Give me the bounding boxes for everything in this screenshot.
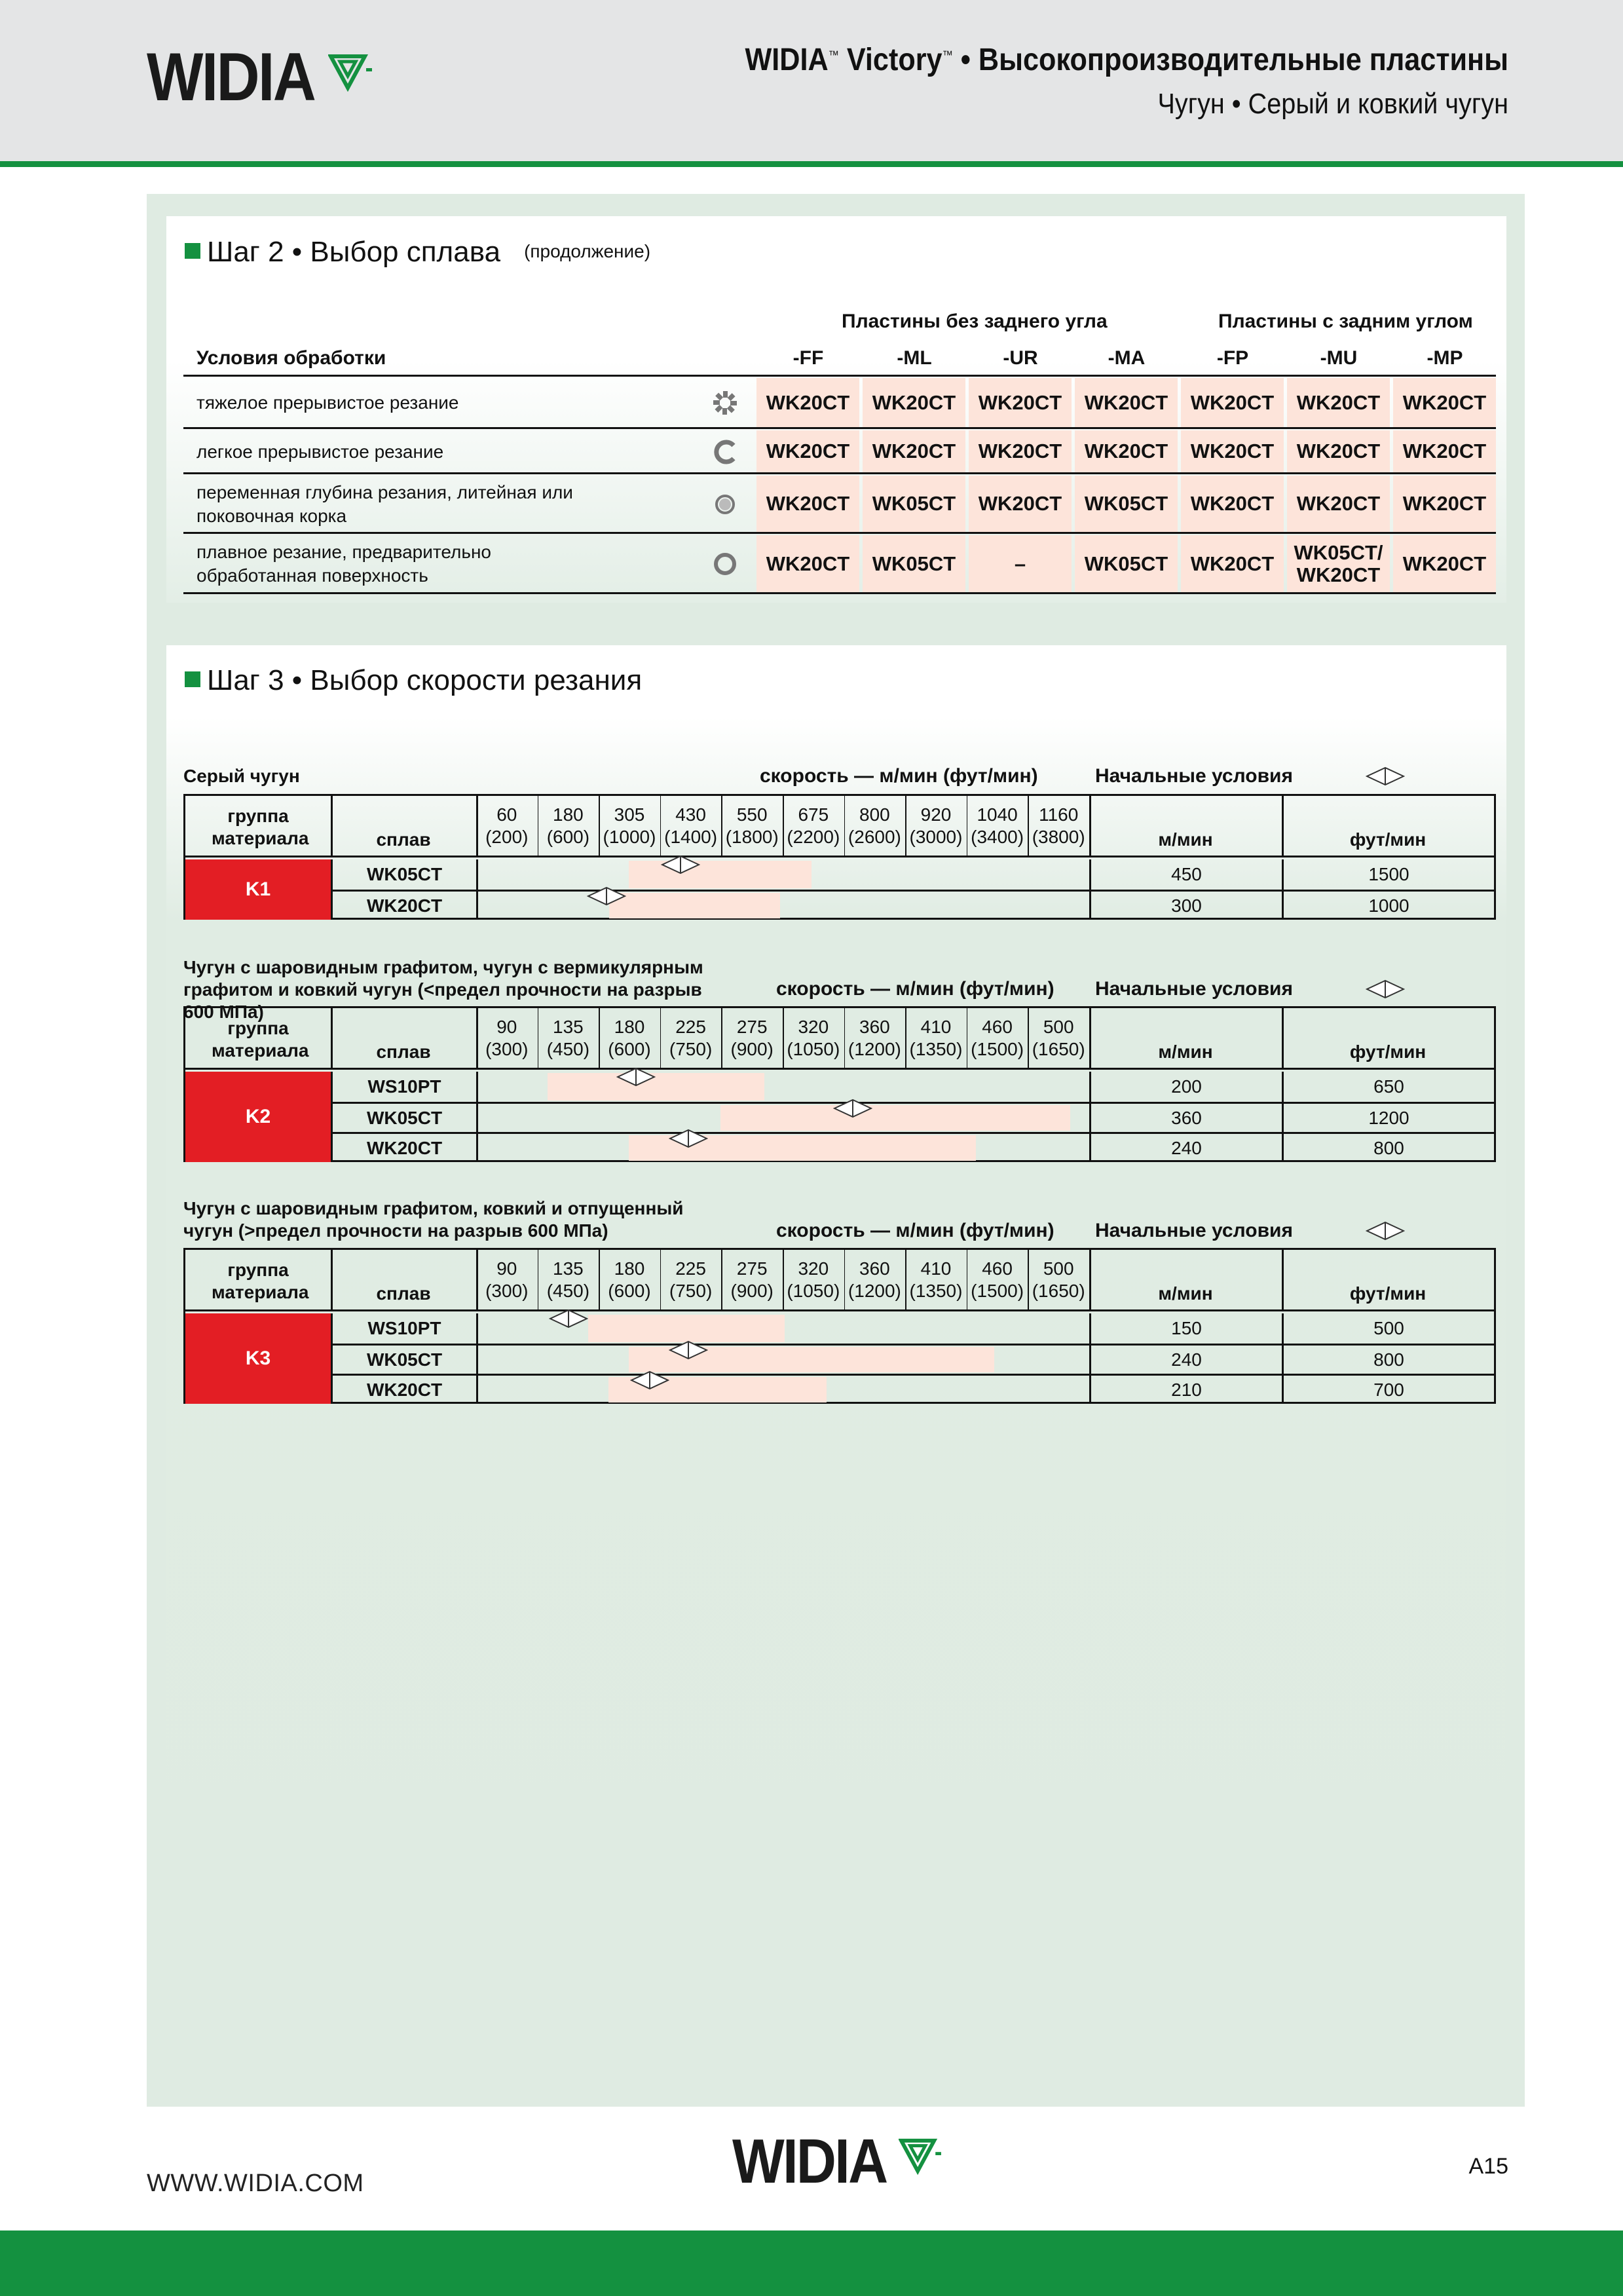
speed-tick <box>660 804 722 848</box>
speed-tick <box>844 1258 906 1302</box>
tick-ft-min: (1500) <box>971 1281 1024 1301</box>
tick-m-min: 225 <box>675 1017 706 1037</box>
tick-m-min: 90 <box>496 1017 517 1037</box>
insert-column-header: -ML <box>897 347 932 369</box>
speed-table <box>183 1248 1496 1404</box>
tick-ft-min: (1050) <box>787 1039 840 1059</box>
speed-tick <box>660 1016 722 1061</box>
alloy-name: WK05CT <box>366 864 443 884</box>
variable-depth-cut-icon <box>712 491 738 518</box>
condition-label: переменная глубина резания, литейная или поковочная корка <box>196 481 573 526</box>
speed-tick <box>844 804 906 848</box>
grade-cell: WK20CT <box>1393 378 1496 427</box>
tick-ft-min: (3400) <box>971 827 1024 847</box>
col-material-group: группа материала <box>212 1260 309 1302</box>
speed-tick <box>538 1016 599 1061</box>
column-divider <box>476 892 478 920</box>
speed-tick <box>967 1258 1028 1302</box>
header-title: WIDIA™ Victory™ • Высокопроизводительные пластины <box>745 43 1508 77</box>
grade-cell: WK05CT/ WK20CT <box>1287 535 1390 592</box>
col-alloy: сплав <box>376 829 431 850</box>
speed-tick <box>967 1016 1028 1061</box>
grade-cell: WK20CT <box>756 430 859 472</box>
start-m-min: 240 <box>1171 1137 1202 1158</box>
speed-range-bar <box>629 1135 976 1161</box>
tick-ft-min: (1050) <box>787 1281 840 1301</box>
col-m-min: м/мин <box>1158 1283 1213 1304</box>
tick-ft-min: (3000) <box>909 827 963 847</box>
tick-ft-min: (1400) <box>664 827 718 847</box>
tick-m-min: 180 <box>614 1258 645 1279</box>
tick-ft-min: (300) <box>485 1039 529 1059</box>
speed-caption: скорость — м/мин (фут/мин) <box>776 978 1054 1000</box>
tick-m-min: 90 <box>496 1258 517 1279</box>
col-material-group: группа материала <box>212 806 309 848</box>
section-marker-icon <box>185 243 200 259</box>
tick-m-min: 225 <box>675 1258 706 1279</box>
speed-tick <box>844 1016 906 1061</box>
grade-cell: WK20CT <box>756 378 859 427</box>
speed-table-header <box>185 1250 1494 1311</box>
tick-ft-min: (750) <box>669 1039 713 1059</box>
start-caption: Начальные условия <box>1095 1220 1293 1241</box>
grade-cell: WK20CT <box>756 535 859 592</box>
tick-ft-min: (1350) <box>909 1039 963 1059</box>
header-subtitle: Чугун • Серый и ковкий чугун <box>1157 88 1508 120</box>
tick-ft-min: (1200) <box>848 1039 901 1059</box>
widia-logo <box>147 39 374 115</box>
light-interrupted-cut-icon <box>712 439 738 465</box>
grade-cell: WK20CT <box>1393 430 1496 472</box>
grade-cell: WK20CT <box>1181 430 1284 472</box>
col-m-min: м/мин <box>1158 829 1213 850</box>
tick-m-min: 500 <box>1043 1017 1074 1037</box>
start-m-min: 360 <box>1171 1107 1202 1128</box>
column-divider <box>476 1346 478 1374</box>
start-point-legend-icon <box>1366 979 1405 1002</box>
tick-m-min: 675 <box>798 804 829 825</box>
speed-tick <box>905 804 967 848</box>
grade-cell: WK20CT <box>1287 430 1390 472</box>
tick-m-min: 360 <box>859 1017 890 1037</box>
speed-range-bar <box>629 1347 994 1372</box>
tick-ft-min: (1500) <box>971 1039 1024 1059</box>
start-ft-min: 1000 <box>1368 895 1409 916</box>
tick-m-min: 180 <box>614 1017 645 1037</box>
speed-tick <box>538 804 599 848</box>
alloy-name: WS10PT <box>367 1318 441 1338</box>
insert-column-header: -FF <box>793 347 824 369</box>
material-group-badge: K3 <box>185 1313 331 1404</box>
insert-column-header: -FP <box>1216 347 1249 369</box>
speed-table <box>183 794 1496 920</box>
alloy-name: WS10PT <box>367 1076 441 1097</box>
grade-cell: WK20CT <box>1287 378 1390 427</box>
start-caption: Начальные условия <box>1095 978 1293 1000</box>
grade-cell: WK20CT <box>863 430 965 472</box>
tick-m-min: 1040 <box>977 804 1018 825</box>
tick-m-min: 430 <box>675 804 706 825</box>
tick-m-min: 460 <box>982 1017 1013 1037</box>
tick-m-min: 1160 <box>1039 804 1079 825</box>
conditions-header: Условия обработки <box>196 347 386 369</box>
grade-cell: WK20CT <box>969 476 1072 532</box>
condition-label: легкое прерывистое резание <box>196 441 444 462</box>
section-marker-icon <box>185 671 200 687</box>
material-title: Чугун с шаровидным графитом, чугун с вермикулярным графитом и ковкий чугун (<предел прочности на разрыв 600 МПа) <box>183 957 703 1022</box>
start-m-min: 240 <box>1171 1349 1202 1370</box>
grade-cell: WK20CT <box>1287 476 1390 532</box>
tick-m-min: 275 <box>736 1017 768 1037</box>
grade-cell: WK05CT <box>1075 535 1178 592</box>
tick-ft-min: (600) <box>546 827 590 847</box>
tick-ft-min: (1200) <box>848 1281 901 1301</box>
footer-bar <box>0 2230 1623 2296</box>
group-no-clearance-header: Пластины без заднего угла <box>842 311 1108 332</box>
start-m-min: 200 <box>1171 1076 1202 1097</box>
tick-m-min: 60 <box>496 804 517 825</box>
website-link[interactable]: WWW.WIDIA.COM <box>147 2170 364 2197</box>
grade-cell: WK20CT <box>1181 378 1284 427</box>
speed-range-bar <box>608 1377 827 1402</box>
start-ft-min: 700 <box>1373 1379 1404 1400</box>
col-ft-min: фут/мин <box>1349 1283 1427 1304</box>
tick-ft-min: (600) <box>608 1281 651 1301</box>
speed-caption: скорость — м/мин (фут/мин) <box>776 1220 1054 1241</box>
widia-footer-logo <box>732 2126 943 2196</box>
alloy-row <box>331 1102 1494 1132</box>
insert-column-header: -UR <box>1003 347 1038 369</box>
grade-cell: – <box>969 535 1072 592</box>
col-alloy: сплав <box>376 1042 431 1062</box>
grade-cell: WK20CT <box>1075 378 1178 427</box>
tick-m-min: 275 <box>736 1258 768 1279</box>
grade-cell: WK20CT <box>969 430 1072 472</box>
column-divider <box>476 1134 478 1162</box>
tick-ft-min: (200) <box>485 827 529 847</box>
speed-tick <box>1028 804 1089 848</box>
tick-ft-min: (1800) <box>725 827 779 847</box>
alloy-row <box>331 1374 1494 1404</box>
header-rule <box>0 161 1623 167</box>
col-m-min: м/мин <box>1158 1042 1213 1062</box>
tick-m-min: 320 <box>798 1017 829 1037</box>
column-divider <box>476 1072 478 1102</box>
col-alloy: сплав <box>376 1283 431 1304</box>
condition-row <box>183 375 1496 427</box>
tick-m-min: 800 <box>859 804 890 825</box>
start-ft-min: 500 <box>1373 1318 1404 1338</box>
heavy-interrupted-cut-icon <box>712 390 738 416</box>
grade-cell: WK20CT <box>863 378 965 427</box>
tick-ft-min: (750) <box>669 1281 713 1301</box>
tick-m-min: 500 <box>1043 1258 1074 1279</box>
speed-tick <box>1028 1016 1089 1061</box>
tick-ft-min: (450) <box>546 1039 590 1059</box>
column-divider <box>476 1376 478 1404</box>
col-ft-min: фут/мин <box>1349 829 1427 850</box>
widia-triangle-icon <box>899 2137 943 2175</box>
tick-m-min: 360 <box>859 1258 890 1279</box>
speed-tick <box>599 1016 660 1061</box>
step2-title: Шаг 2 • Выбор сплава (продолжение) <box>185 236 650 269</box>
speed-tick <box>721 804 783 848</box>
condition-row <box>183 472 1496 532</box>
tick-ft-min: (450) <box>546 1281 590 1301</box>
logo-wordmark: WIDIA <box>147 39 315 115</box>
tick-m-min: 410 <box>920 1017 952 1037</box>
column-divider <box>476 1313 478 1344</box>
material-group-badge: K2 <box>185 1072 331 1162</box>
start-point-legend-icon <box>1366 1221 1405 1244</box>
tick-ft-min: (2600) <box>848 827 901 847</box>
speed-caption: скорость — м/мин (фут/мин) <box>760 765 1038 787</box>
tick-m-min: 305 <box>614 804 645 825</box>
tick-m-min: 320 <box>798 1258 829 1279</box>
tick-ft-min: (300) <box>485 1281 529 1301</box>
tick-m-min: 460 <box>982 1258 1013 1279</box>
speed-tick <box>1028 1258 1089 1302</box>
speed-table-header <box>185 796 1494 857</box>
tick-m-min: 550 <box>736 804 768 825</box>
insert-column-header: -MU <box>1320 347 1358 369</box>
smooth-cut-icon <box>712 551 738 577</box>
material-title: Чугун с шаровидным графитом, ковкий и отпущенный чугун (>предел прочности на разрыв 600 МПа) <box>183 1198 684 1241</box>
material-title: Серый чугун <box>183 766 300 786</box>
start-m-min: 300 <box>1171 895 1202 916</box>
speed-range-bar <box>629 861 811 888</box>
grade-cell: WK20CT <box>969 378 1072 427</box>
grade-cell: WK05CT <box>863 476 965 532</box>
start-ft-min: 650 <box>1373 1076 1404 1097</box>
speed-tick <box>783 1016 844 1061</box>
page-number: A15 <box>1468 2154 1508 2179</box>
start-m-min: 210 <box>1171 1379 1202 1400</box>
alloy-name: WK05CT <box>366 1107 443 1128</box>
grade-cell: WK05CT <box>1075 476 1178 532</box>
widia-triangle-icon <box>328 52 374 92</box>
speed-tick <box>599 804 660 848</box>
speed-tick <box>905 1016 967 1061</box>
grade-cell: WK20CT <box>1181 535 1284 592</box>
speed-tick <box>905 1258 967 1302</box>
start-m-min: 150 <box>1171 1318 1202 1338</box>
alloy-row <box>331 1072 1494 1102</box>
speed-tick <box>599 1258 660 1302</box>
alloy-row <box>331 1132 1494 1162</box>
tick-ft-min: (1650) <box>1032 1039 1085 1059</box>
col-material-group: группа материала <box>212 1018 309 1061</box>
speed-tick <box>967 804 1028 848</box>
speed-tick <box>783 804 844 848</box>
start-m-min: 450 <box>1171 864 1202 884</box>
group-clearance-header: Пластины с задним углом <box>1218 311 1473 332</box>
speed-tick <box>476 1016 538 1061</box>
start-ft-min: 800 <box>1373 1137 1404 1158</box>
alloy-name: WK05CT <box>366 1349 443 1370</box>
tick-m-min: 410 <box>920 1258 952 1279</box>
tick-ft-min: (1350) <box>909 1281 963 1301</box>
grade-cell: WK20CT <box>1075 430 1178 472</box>
tick-ft-min: (1000) <box>603 827 656 847</box>
speed-tick <box>660 1258 722 1302</box>
start-point-legend-icon <box>1366 766 1405 789</box>
tick-ft-min: (2200) <box>787 827 840 847</box>
start-ft-min: 1500 <box>1368 864 1409 884</box>
grade-cell: WK20CT <box>1393 535 1496 592</box>
speed-range-bar <box>548 1073 764 1101</box>
column-divider <box>476 859 478 890</box>
material-group-badge: K1 <box>185 859 331 920</box>
tick-ft-min: (3800) <box>1032 827 1085 847</box>
start-caption: Начальные условия <box>1095 765 1293 787</box>
speed-range-bar <box>720 1105 1071 1131</box>
alloy-name: WK20CT <box>366 1137 443 1158</box>
speed-tick <box>721 1016 783 1061</box>
tick-ft-min: (900) <box>730 1281 774 1301</box>
col-ft-min: фут/мин <box>1349 1042 1427 1062</box>
alloy-row <box>331 859 1494 890</box>
speed-tick <box>721 1258 783 1302</box>
tick-ft-min: (1650) <box>1032 1281 1085 1301</box>
alloy-name: WK20CT <box>366 895 443 916</box>
insert-column-header: -MA <box>1108 347 1146 369</box>
step3-title: Шаг 3 • Выбор скорости резания <box>185 664 642 697</box>
grade-cell: WK20CT <box>1181 476 1284 532</box>
continued-note: (продолжение) <box>524 241 651 261</box>
tick-m-min: 180 <box>553 804 584 825</box>
speed-tick <box>476 804 538 848</box>
grade-cell: WK05CT <box>863 535 965 592</box>
speed-table <box>183 1006 1496 1162</box>
condition-label: тяжелое прерывистое резание <box>196 392 459 413</box>
start-ft-min: 800 <box>1373 1349 1404 1370</box>
tick-m-min: 920 <box>920 804 952 825</box>
speed-range-bar <box>609 893 779 918</box>
condition-row <box>183 532 1496 594</box>
column-divider <box>476 1104 478 1132</box>
tick-ft-min: (900) <box>730 1039 774 1059</box>
alloy-row <box>331 890 1494 920</box>
alloy-name: WK20CT <box>366 1379 443 1400</box>
speed-tick <box>476 1258 538 1302</box>
speed-range-bar <box>588 1315 785 1342</box>
insert-column-header: -MP <box>1427 347 1463 369</box>
alloy-row <box>331 1313 1494 1344</box>
speed-tick <box>783 1258 844 1302</box>
tick-m-min: 135 <box>553 1258 584 1279</box>
grade-cell: WK20CT <box>756 476 859 532</box>
alloy-row <box>331 1344 1494 1374</box>
speed-tick <box>538 1258 599 1302</box>
start-ft-min: 1200 <box>1368 1107 1409 1128</box>
condition-label: плавное резание, предварительно обработанная поверхность <box>196 542 491 586</box>
grade-cell: WK20CT <box>1393 476 1496 532</box>
tick-ft-min: (600) <box>608 1039 651 1059</box>
tick-m-min: 135 <box>553 1017 584 1037</box>
speed-table-header <box>185 1008 1494 1070</box>
logo-wordmark: WIDIA <box>732 2126 887 2196</box>
condition-row <box>183 427 1496 472</box>
